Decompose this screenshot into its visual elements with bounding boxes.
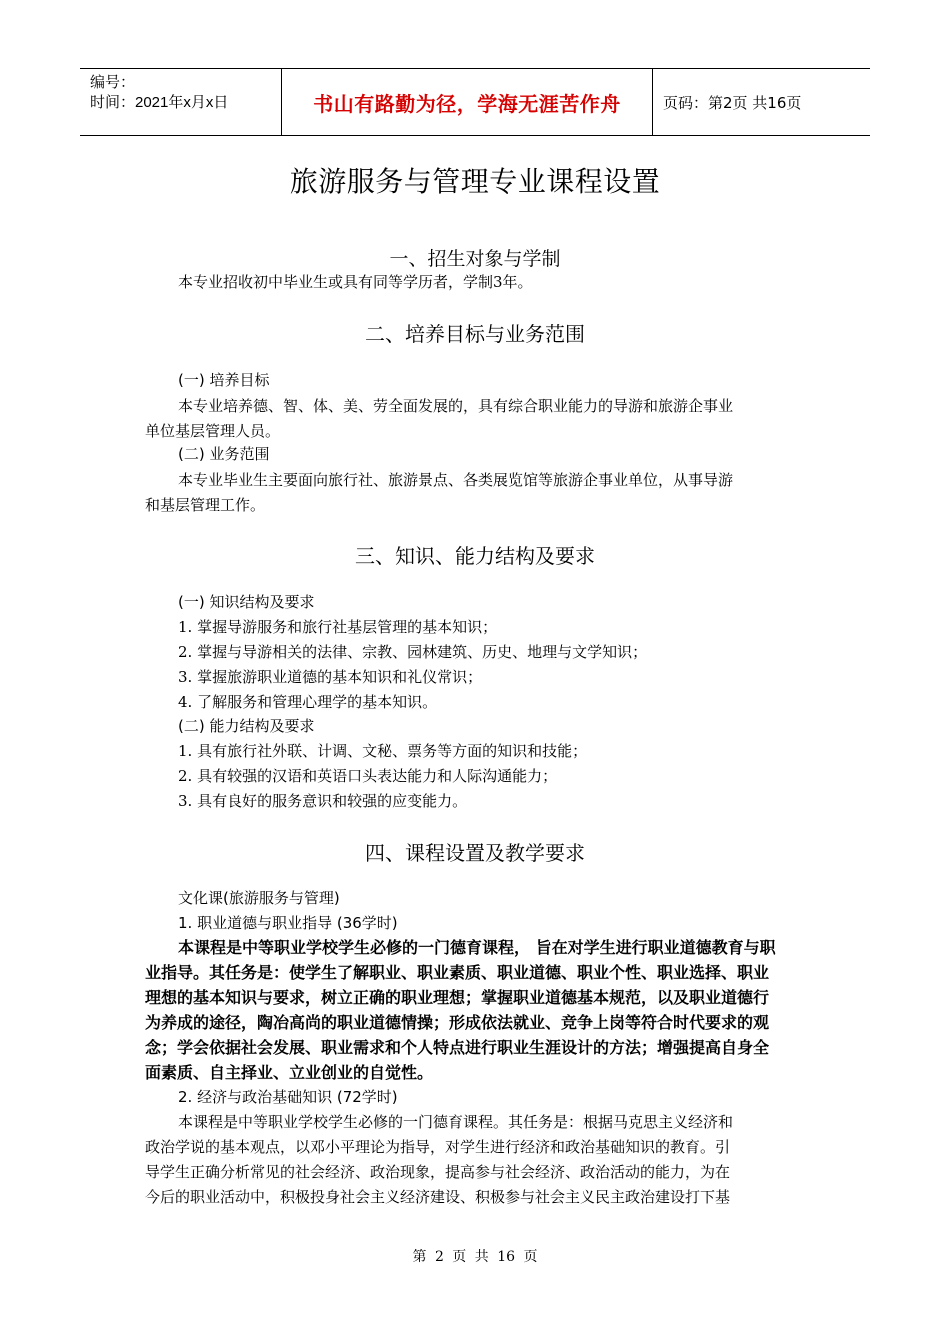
ability-item: 1. 具有旅行社外联、计调、文秘、票务等方面的知识和技能； [178, 742, 588, 760]
knowledge-item: 3. 掌握旅游职业道德的基本知识和礼仪常识； [178, 668, 483, 686]
section3-sub2: (二) 能力结构及要求 [178, 717, 315, 735]
course2-title: 2. 经济与政治基础知识 (72学时) [178, 1088, 398, 1106]
course2-desc-line: 政治学说的基本观点，以邓小平理论为指导，对学生进行经济和政治基础知识的教育。引 [145, 1138, 731, 1156]
section2-sub1-line1: 本专业培养德、智、体、美、劳全面发展的，具有综合职业能力的导游和旅游企事业 [178, 397, 734, 415]
knowledge-item: 1. 掌握导游服务和旅行社基层管理的基本知识； [178, 618, 498, 636]
course1-desc-line: 念；学会依据社会发展、职业需求和个人特点进行职业生涯设计的方法；增强提高自身全 [145, 1038, 770, 1057]
course1-title: 1. 职业道德与职业指导 (36学时) [178, 914, 398, 932]
section1-heading: 一、招生对象与学制 [389, 248, 561, 270]
header-meta-cell [80, 69, 281, 135]
section2-sub1-line2: 单位基层管理人员。 [145, 422, 281, 440]
course2-desc-line: 本课程是中等职业学校学生必修的一门德育课程。其任务是：根据马克思主义经济和 [178, 1113, 734, 1131]
section3-sub1: (一) 知识结构及要求 [178, 593, 315, 611]
header-table [80, 68, 870, 136]
section2-sub1: (一) 培养目标 [178, 371, 270, 389]
course1-desc-line: 本课程是中等职业学校学生必修的一门德育课程， 旨在对学生进行职业道德教育与职 [178, 938, 776, 957]
number-label: 编号： [90, 74, 136, 91]
section4-heading: 四、课程设置及教学要求 [365, 841, 585, 865]
page-footer: 第 2 页 共 16 页 [412, 1249, 538, 1265]
page-code-text: 页码：第2页 共16页 [663, 93, 802, 112]
section2-sub2-line2: 和基层管理工作。 [145, 496, 266, 514]
section2-sub2: (二) 业务范围 [178, 445, 270, 463]
section2-sub2-line1: 本专业毕业生主要面向旅行社、旅游景点、各类展览馆等旅游企事业单位，从事导游 [178, 471, 734, 489]
page-code-cell [653, 69, 870, 135]
ability-item: 3. 具有良好的服务意识和较强的应变能力。 [178, 792, 468, 810]
course1-desc-line: 业指导。其任务是：使学生了解职业、职业素质、职业道德、职业个性、职业选择、职业 [145, 963, 770, 982]
knowledge-item: 4. 了解服务和管理心理学的基本知识。 [178, 693, 438, 711]
motto-text: 书山有路勤为径，学海无涯苦作舟 [313, 91, 621, 116]
document-title: 旅游服务与管理专业课程设置 [289, 165, 661, 198]
course1-desc-line: 为养成的途径，陶冶高尚的职业道德情操；形成依法就业、竞争上岗等符合时代要求的观 [145, 1013, 770, 1032]
motto-cell [281, 69, 653, 135]
course2-desc-line: 导学生正确分析常见的社会经济、政治现象，提高参与社会经济、政治活动的能力，为在 [145, 1163, 731, 1181]
knowledge-item: 2. 掌握与导游相关的法律、宗教、园林建筑、历史、地理与文学知识； [178, 643, 648, 661]
ability-item: 2. 具有较强的汉语和英语口头表达能力和人际沟通能力； [178, 767, 558, 785]
time-label: 时间：2021年x月x日 [90, 94, 229, 111]
course1-desc-line: 理想的基本知识与要求，树立正确的职业理想；掌握职业道德基本规范，以及职业道德行 [145, 988, 770, 1007]
course1-desc-line: 面素质、自主择业、立业创业的自觉性。 [145, 1063, 434, 1082]
section1-text: 本专业招收初中毕业生或具有同等学历者，学制3年。 [178, 273, 533, 291]
course-category: 文化课(旅游服务与管理) [178, 889, 340, 907]
section2-heading: 二、培养目标与业务范围 [365, 322, 585, 346]
section3-heading: 三、知识、能力结构及要求 [355, 544, 595, 568]
course2-desc-line: 今后的职业活动中，积极投身社会主义经济建设、积极参与社会主义民主政治建设打下基 [145, 1188, 731, 1206]
